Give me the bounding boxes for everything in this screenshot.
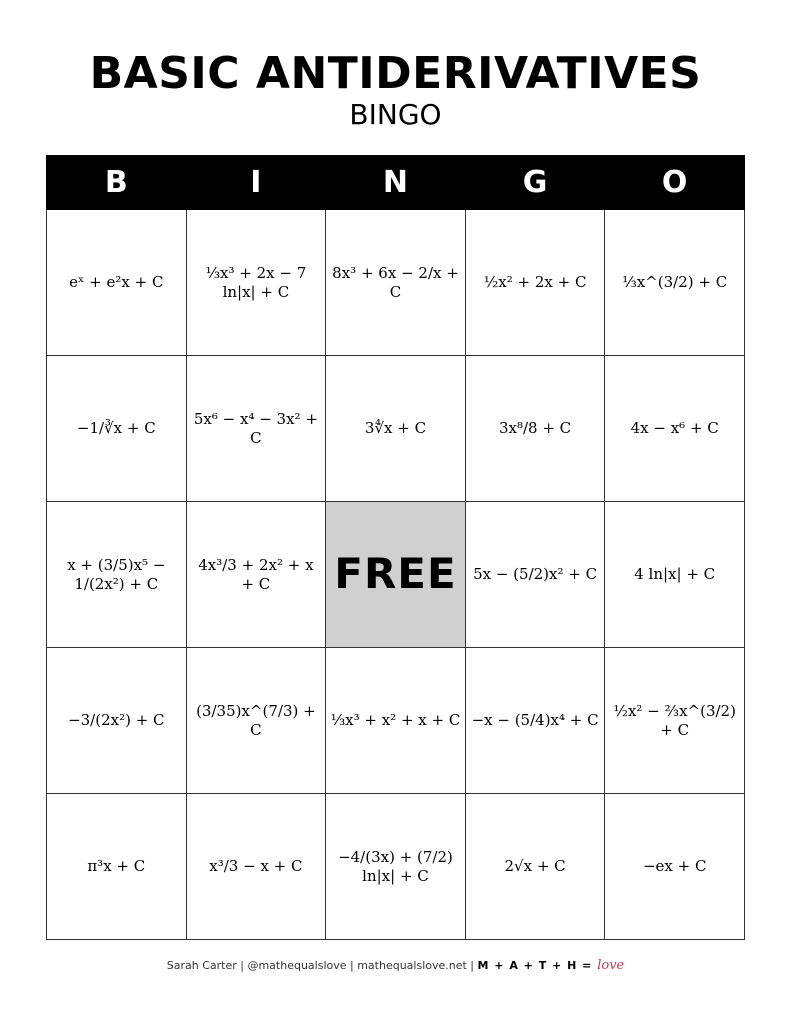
bingo-row — [47, 356, 745, 502]
bingo-cell[interactable] — [186, 794, 326, 940]
cell-expression: −1/∛x + C — [76, 419, 156, 438]
bingo-cell[interactable] — [465, 210, 605, 356]
cell-expression: 3x⁸/8 + C — [498, 419, 572, 438]
cell-expression: −ex + C — [642, 857, 707, 876]
bingo-cell[interactable] — [326, 210, 466, 356]
cell-expression: (3/35)x^(7/3) + C — [196, 701, 321, 739]
cell-expression: 4x³/3 + 2x² + x + C — [198, 555, 319, 593]
bingo-cell[interactable] — [326, 648, 466, 794]
bingo-cell[interactable] — [186, 356, 326, 502]
column-header-i: I — [186, 156, 326, 210]
bingo-header-row — [47, 156, 745, 210]
bingo-board — [46, 155, 745, 940]
column-header-b: B — [47, 156, 187, 210]
free-space-cell[interactable]: FREE — [326, 502, 466, 648]
bingo-cell[interactable] — [605, 502, 745, 648]
bingo-row — [47, 210, 745, 356]
column-header-g: G — [465, 156, 605, 210]
cell-expression: 4 ln|x| + C — [634, 565, 716, 584]
cell-expression: 5x − (5/2)x² + C — [473, 565, 598, 584]
page-subtitle: BINGO — [349, 98, 442, 131]
cell-expression: −3/(2x²) + C — [68, 711, 165, 730]
column-header-n: N — [326, 156, 466, 210]
cell-expression: 5x⁶ − x⁴ − 3x² + C — [193, 409, 323, 447]
bingo-row — [47, 648, 745, 794]
cell-expression: −x − (5/4)x⁴ + C — [471, 711, 599, 730]
cell-expression: 2√x + C — [504, 857, 566, 876]
bingo-cell[interactable] — [326, 356, 466, 502]
page-title: BASIC ANTIDERIVATIVES — [89, 48, 702, 99]
bingo-cell[interactable] — [47, 356, 187, 502]
column-header-o: O — [605, 156, 745, 210]
cell-expression: ½x² + 2x + C — [483, 273, 587, 292]
bingo-cell[interactable] — [465, 356, 605, 502]
cell-expression: ⅓x^(3/2) + C — [622, 273, 728, 292]
bingo-cell[interactable] — [465, 648, 605, 794]
cell-expression: ⅓x³ + x² + x + C — [330, 711, 461, 730]
bingo-cell[interactable] — [465, 794, 605, 940]
footer-brand: M + A + T + H = — [477, 959, 598, 972]
cell-expression: −4/(3x) + (7/2) ln|x| + C — [338, 847, 458, 885]
cell-expression: ⅓x³ + 2x − 7 ln|x| + C — [205, 263, 312, 301]
bingo-row — [47, 502, 745, 648]
bingo-row — [47, 794, 745, 940]
bingo-cell[interactable] — [47, 210, 187, 356]
cell-expression: x + (3/5)x⁵ − 1/(2x²) + C — [67, 555, 171, 593]
bingo-cell[interactable] — [605, 356, 745, 502]
bingo-cell[interactable] — [47, 648, 187, 794]
bingo-cell[interactable] — [326, 794, 466, 940]
cell-expression: x³/3 − x + C — [209, 857, 303, 876]
footer-love-logo: love — [597, 958, 625, 973]
bingo-cell[interactable] — [465, 502, 605, 648]
footer — [0, 958, 791, 973]
footer-credit: Sarah Carter | @mathequalslove | mathequalslove.net | — [166, 959, 478, 972]
cell-expression: 8x³ + 6x − 2/x + C — [332, 263, 464, 301]
cell-expression: π³x + C — [87, 857, 146, 876]
bingo-cell[interactable] — [186, 648, 326, 794]
cell-expression: 3∜x + C — [364, 419, 427, 438]
bingo-cell[interactable] — [605, 648, 745, 794]
bingo-cell[interactable] — [186, 502, 326, 648]
bingo-cell[interactable] — [47, 502, 187, 648]
cell-expression: ½x² − ⅔x^(3/2) + C — [613, 701, 741, 739]
bingo-cell[interactable] — [605, 794, 745, 940]
bingo-cell[interactable] — [186, 210, 326, 356]
bingo-cell[interactable] — [47, 794, 187, 940]
bingo-cell[interactable] — [605, 210, 745, 356]
cell-expression: 4x − x⁶ + C — [630, 419, 719, 438]
cell-expression: eˣ + e²x + C — [69, 273, 164, 292]
